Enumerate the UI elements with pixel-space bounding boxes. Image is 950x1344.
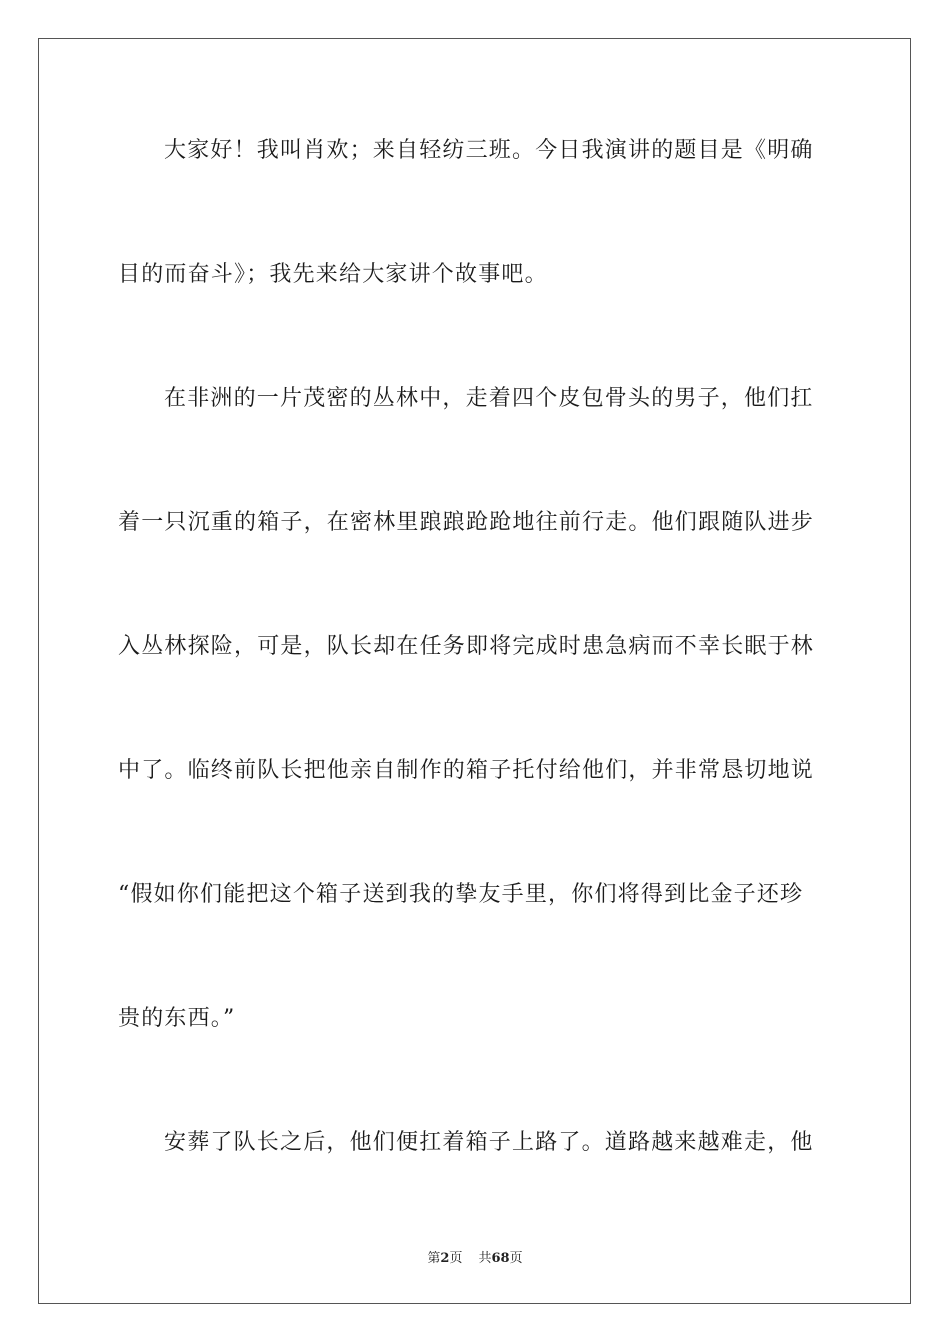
paragraph-2-line-1: 在非洲的一片茂密的丛林中，走着四个皮包骨头的男子，他们扛	[164, 386, 814, 411]
paragraph-1-line-2: 目的而奋斗》；我先来给大家讲个故事吧。	[118, 262, 548, 287]
total-prefix: 共	[478, 1251, 492, 1266]
page-footer	[0, 1247, 950, 1266]
page-border	[38, 38, 911, 1304]
page-current: 2	[440, 1251, 450, 1266]
total-pages: 68	[491, 1251, 510, 1266]
paragraph-2-line-2: 着一只沉重的箱子，在密林里踉踉跄跄地往前行走。他们跟随队进步	[118, 510, 815, 535]
paragraph-2-line-6: 贵的东西。”	[118, 1006, 236, 1031]
paragraph-2-line-3: 入丛林探险，可是，队长却在任务即将完成时患急病而不幸长眠于林	[118, 634, 815, 659]
page-prefix: 第	[427, 1251, 441, 1266]
paragraph-3-line-1: 安葬了队长之后，他们便扛着箱子上路了。道路越来越难走，他	[164, 1130, 814, 1155]
page-unit: 页	[449, 1251, 463, 1266]
total-unit: 页	[509, 1251, 523, 1266]
paragraph-2-line-4: 中了。临终前队长把他亲自制作的箱子托付给他们，并非常恳切地说	[118, 758, 815, 783]
paragraph-2-line-5: “假如你们能把这个箱子送到我的挚友手里，你们将得到比金子还珍	[118, 882, 804, 907]
paragraph-1-line-1: 大家好！我叫肖欢；来自轻纺三班。今日我演讲的题目是《明确	[164, 138, 814, 163]
